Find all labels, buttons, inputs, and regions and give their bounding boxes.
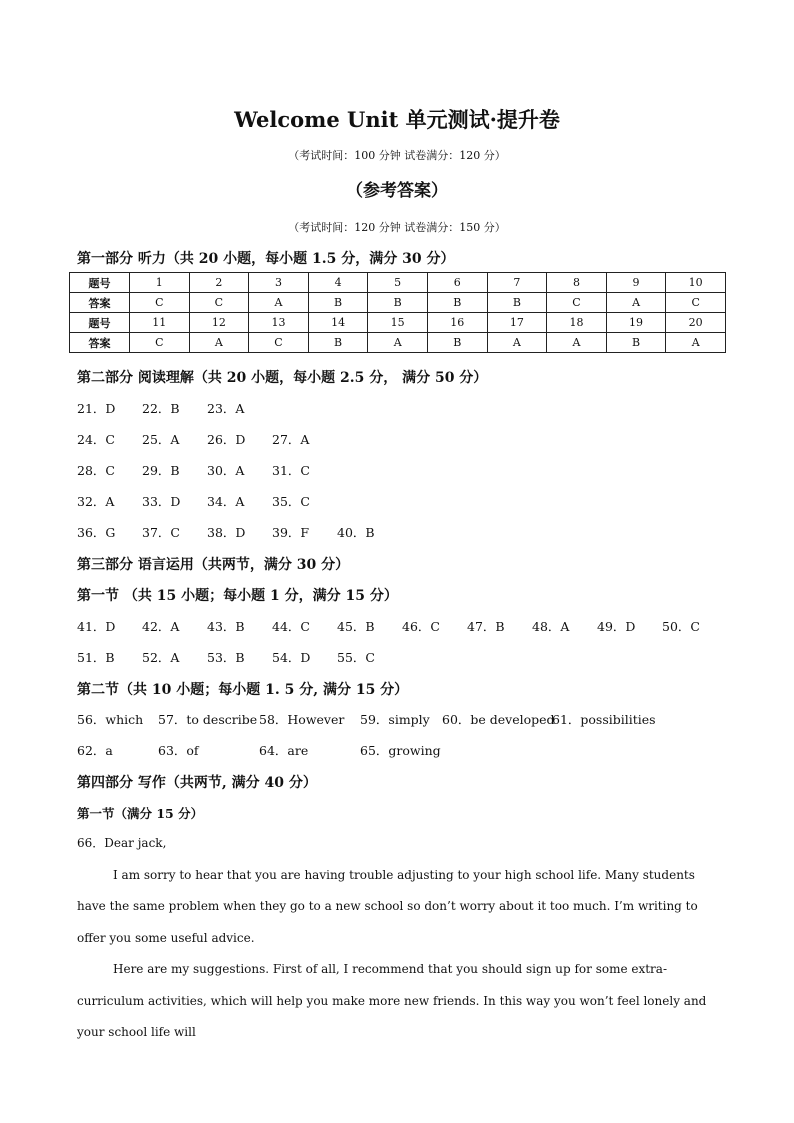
answer-cell: B: [368, 293, 428, 313]
answer-item: 26．D: [207, 432, 246, 447]
part4-heading: 第四部分 写作（共两节, 满分 40 分）: [77, 775, 317, 791]
answer-item: 50．C: [662, 619, 700, 634]
answer-item: 47．B: [467, 619, 505, 634]
answer-heading: （参考答案）: [346, 181, 448, 201]
question-number-cell: 20: [666, 313, 726, 333]
answer-item: 25．A: [142, 432, 180, 447]
answer-item: 45．B: [337, 619, 375, 634]
answer-cell: C: [130, 333, 190, 353]
answer-item: 31．C: [272, 463, 310, 478]
part3-heading: 第三部分 语言运用（共两节，满分 30 分）: [77, 557, 350, 573]
answer-cell: B: [308, 333, 368, 353]
answer-cell: C: [130, 293, 190, 313]
answer-item: 65．growing: [360, 743, 441, 758]
answer-item: 24．C: [77, 432, 115, 447]
answer-item: 64．are: [259, 743, 309, 758]
answer-cell: B: [427, 293, 487, 313]
question-number-cell: 14: [308, 313, 368, 333]
answer-row: [70, 333, 726, 353]
answer-item: 33．D: [142, 494, 181, 509]
answer-line: [77, 741, 442, 759]
question-number-cell: 7: [487, 273, 547, 293]
answer-item: 46．C: [402, 619, 440, 634]
writing-sample: [77, 828, 717, 1049]
answer-item: 34．A: [207, 494, 245, 509]
answer-item: 28．C: [77, 463, 115, 478]
answer-item: 21．D: [77, 401, 116, 416]
answer-item: 52．A: [142, 650, 180, 665]
answer-row: [70, 293, 726, 313]
answer-item: 43．B: [207, 619, 245, 634]
question-number-cell: 17: [487, 313, 547, 333]
question-number-cell: 2: [189, 273, 249, 293]
answer-cell: A: [487, 333, 547, 353]
question-number-cell: 15: [368, 313, 428, 333]
answer-item: 23．A: [207, 401, 245, 416]
question-number-cell: 10: [666, 273, 726, 293]
answer-cell: B: [427, 333, 487, 353]
answer-cell: C: [666, 293, 726, 313]
answer-item: 35．C: [272, 494, 310, 509]
answer-item: 30．A: [207, 463, 245, 478]
answer-line: [77, 523, 402, 541]
question-number-cell: 4: [308, 273, 368, 293]
answer-item: 22．B: [142, 401, 180, 416]
answer-item: 59．simply: [360, 712, 430, 727]
answer-line: [77, 399, 272, 417]
answer-item: 61．possibilities: [552, 712, 656, 727]
paragraph-2: Here are my suggestions. First of all, I recommend that you should sign up for some extra-curriculum activities, which will help you make more new friends. In this way you won’t feel lonely and your school life will: [77, 962, 707, 1039]
answer-item: 58．However: [259, 712, 345, 727]
answer-line: [77, 648, 402, 666]
question-number-cell: 9: [606, 273, 666, 293]
exam-info-2: （考试时间：120 分钟 试卷满分：150 分）: [288, 221, 506, 234]
answer-item: 32．A: [77, 494, 115, 509]
listening-answer-table: [69, 272, 726, 353]
answer-line: [77, 492, 337, 510]
part3-section2-heading: 第二节（共 10 小题；每小题 1. 5 分, 满分 15 分）: [77, 682, 409, 698]
question-number-cell: 18: [547, 313, 607, 333]
answer-item: 54．D: [272, 650, 311, 665]
answer-item: 41．D: [77, 619, 116, 634]
answer-item: 39．F: [272, 525, 310, 540]
answer-item: 62．a: [77, 743, 113, 758]
answer-cell: C: [189, 293, 249, 313]
answer-item: 51．B: [77, 650, 115, 665]
question-number-row: [70, 273, 726, 293]
answer-item: 57．to describe: [158, 712, 258, 727]
question-number-cell: 6: [427, 273, 487, 293]
answer-cell: A: [606, 293, 666, 313]
answer-line: [77, 710, 662, 728]
part3-section1-heading: 第一节 （共 15 小题；每小题 1 分，满分 15 分）: [77, 588, 398, 604]
answer-cell: A: [666, 333, 726, 353]
answer-line: [77, 430, 337, 448]
part1-heading: 第一部分 听力（共 20 小题，每小题 1.5 分，满分 30 分）: [77, 251, 455, 267]
answer-line: [77, 461, 337, 479]
answer-cell: A: [189, 333, 249, 353]
row-label: 答案: [70, 333, 130, 353]
row-label: 答案: [70, 293, 130, 313]
paragraph-1: I am sorry to hear that you are having trouble adjusting to your high school life. Many students have the same problem when they go to a new school so don’t worry about it too much. I’m writing to offer you some useful advice.: [77, 867, 698, 945]
answer-item: 55．C: [337, 650, 375, 665]
answer-cell: A: [368, 333, 428, 353]
question-number-cell: 11: [130, 313, 190, 333]
answer-item: 36．G: [77, 525, 116, 540]
question-number-cell: 13: [249, 313, 309, 333]
salutation: 66．Dear jack,: [77, 836, 167, 850]
answer-item: 42．A: [142, 619, 180, 634]
answer-item: 56．which: [77, 712, 144, 727]
question-number-row: [70, 313, 726, 333]
answer-item: 40．B: [337, 525, 375, 540]
answer-item: 27．A: [272, 432, 310, 447]
question-number-cell: 5: [368, 273, 428, 293]
row-label: 题号: [70, 313, 130, 333]
answer-item: 37．C: [142, 525, 180, 540]
exam-info-1: （考试时间：100 分钟 试卷满分：120 分）: [288, 149, 506, 162]
answer-item: 63．of: [158, 743, 199, 758]
answer-cell: B: [308, 293, 368, 313]
answer-cell: B: [606, 333, 666, 353]
answer-item: 38．D: [207, 525, 246, 540]
question-number-cell: 12: [189, 313, 249, 333]
page-title: Welcome Unit 单元测试·提升卷: [234, 107, 560, 132]
question-number-cell: 8: [547, 273, 607, 293]
answer-item: 49．D: [597, 619, 636, 634]
question-number-cell: 16: [427, 313, 487, 333]
question-number-cell: 19: [606, 313, 666, 333]
answer-cell: C: [249, 333, 309, 353]
answer-item: 60．be developed: [442, 712, 555, 727]
answer-cell: A: [249, 293, 309, 313]
answer-line: [77, 617, 727, 635]
part4-section1-heading: 第一节（满分 15 分）: [77, 806, 204, 821]
part2-heading: 第二部分 阅读理解（共 20 小题，每小题 2.5 分， 满分 50 分）: [77, 370, 488, 386]
question-number-cell: 1: [130, 273, 190, 293]
answer-cell: A: [547, 333, 607, 353]
question-number-cell: 3: [249, 273, 309, 293]
answer-cell: C: [547, 293, 607, 313]
answer-item: 29．B: [142, 463, 180, 478]
answer-item: 44．C: [272, 619, 310, 634]
answer-cell: B: [487, 293, 547, 313]
row-label: 题号: [70, 273, 130, 293]
answer-item: 53．B: [207, 650, 245, 665]
answer-item: 48．A: [532, 619, 570, 634]
